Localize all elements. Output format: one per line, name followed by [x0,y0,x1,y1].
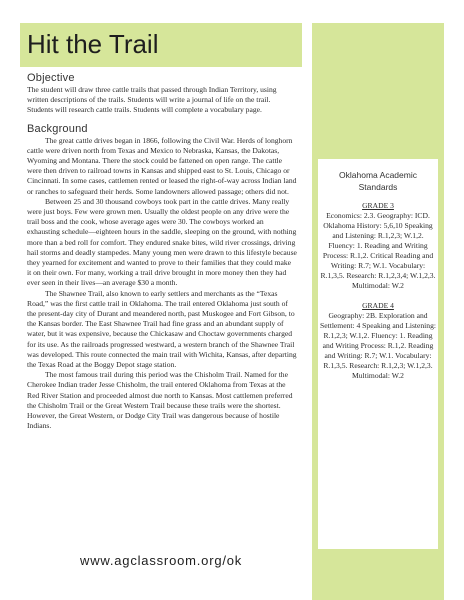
grade-standards-text: Geography: 2B. Exploration and Settlement: 4 Speaking and Listening: R.1,2,3; W.1,2. Fluency: 1. Reading and Writing Process: R.1,2. Reading and Writing: R.7; W.1. Vocabulary: R.1,3,5. Research: R.1,2,3; W.1,2,3. Multimodal: W.2 [320,311,436,380]
objective-text: The student will draw three cattle trails that passed through Indian Territory, using written descriptions of the trails. Students will write a journal of life on the trail. Students will research cattle trails. Students will complete a vocabulary page. [27,85,277,115]
page-title: Hit the Trail [27,29,159,59]
grade-label: GRADE 3 [362,201,394,210]
grade-4-standards [318,301,438,381]
standards-sidebar [312,23,444,600]
standards-box [318,159,438,549]
grade-3-standards [318,201,438,291]
objective-heading: Objective [27,72,75,84]
standards-title: Oklahoma Academic Standards [339,170,417,192]
background-paragraph: The most famous trail during this period was the Chisholm Trail. Named for the Cherokee Indian trader Jesse Chisholm, the trail entered Oklahoma from Texas at the Red River Station and proceeded almost due north to Kansas. Most cattlemen preferred the Chisholm Trail or the Great Western Trail because these trails were the shortest. However, the Great Western, or Dodge City Trail was dangerous because of hostile Indians. [27,370,293,431]
background-paragraph: Between 25 and 30 thousand cowboys took part in the cattle drives. Many really were just boys. Few were grown men. Usually the oldest people on any drive were the trail boss and the cook, whose average ages were 30. The cowboys worked an exhausting schedule—eighteen hours in the saddle, sleeping on the ground, with nothing more than a bed roll for comfort. They endured snake bites, wild river crossings, driving hail storms and deadly stampedes. Many young men were drawn to this lifestyle because they yearned for excitement and wanted to prove to their families that they could make it on their own. For many, working a trail drive brought in more money then they had ever seen in their lives—an average $30 a month. [27,196,297,288]
background-paragraph: The great cattle drives began in 1866, following the Civil War. Herds of longhorn cattle were driven north from Texas and Mexico to Nebraska, Kansas, the Dakotas, Wyoming and Montana. There the stock could be fattened on open range. The cattle were then driven to railroad towns in Kansas and shipped east to St. Louis, Chicago or Cincinnati. In some cases, cattlemen rented or leased the right-of-way across Indian land or ranches to safeguard their herds. Some landowners allowed passage; others did not. [27,135,297,196]
grade-label: GRADE 4 [362,301,394,310]
background-heading: Background [27,122,88,135]
grade-standards-text: Economics: 2.3. Geography: ICD. Oklahoma History: 5,6,10 Speaking and Listening: R.1,2,3; W.1,2. Fluency: 1. Reading and Writing Process: R.1,2. Critical Reading and Writing: R.7; W.1. Vocabulary: R.1,3,5. Research: R.1,2,3,4; W.1,2,3. Multimodal: W.2 [320,211,436,290]
footer-url[interactable]: www.agclassroom.org/ok [80,553,243,568]
main-content [27,72,297,432]
background-paragraph: The Shawnee Trail, also known to early settlers and merchants as the “Texas Road,” was the first cattle trail in Oklahoma. The trail entered Oklahoma just south of the present-day city of Durant and meandered north, past Muskogee and Fort Gibson, to the Kansas border. The East Shawnee Trail had fine grass and an abundant supply of water, but it was expensive, because the Chickasaw and Choctaw governments charged for its use. As the railroads progressed westward, a western branch of the Shawnee Trail was developed. This route connected the main trail with Wichita, Kansas, after departing the Texas Road at the Boggy Depot stage station. [27,288,297,370]
